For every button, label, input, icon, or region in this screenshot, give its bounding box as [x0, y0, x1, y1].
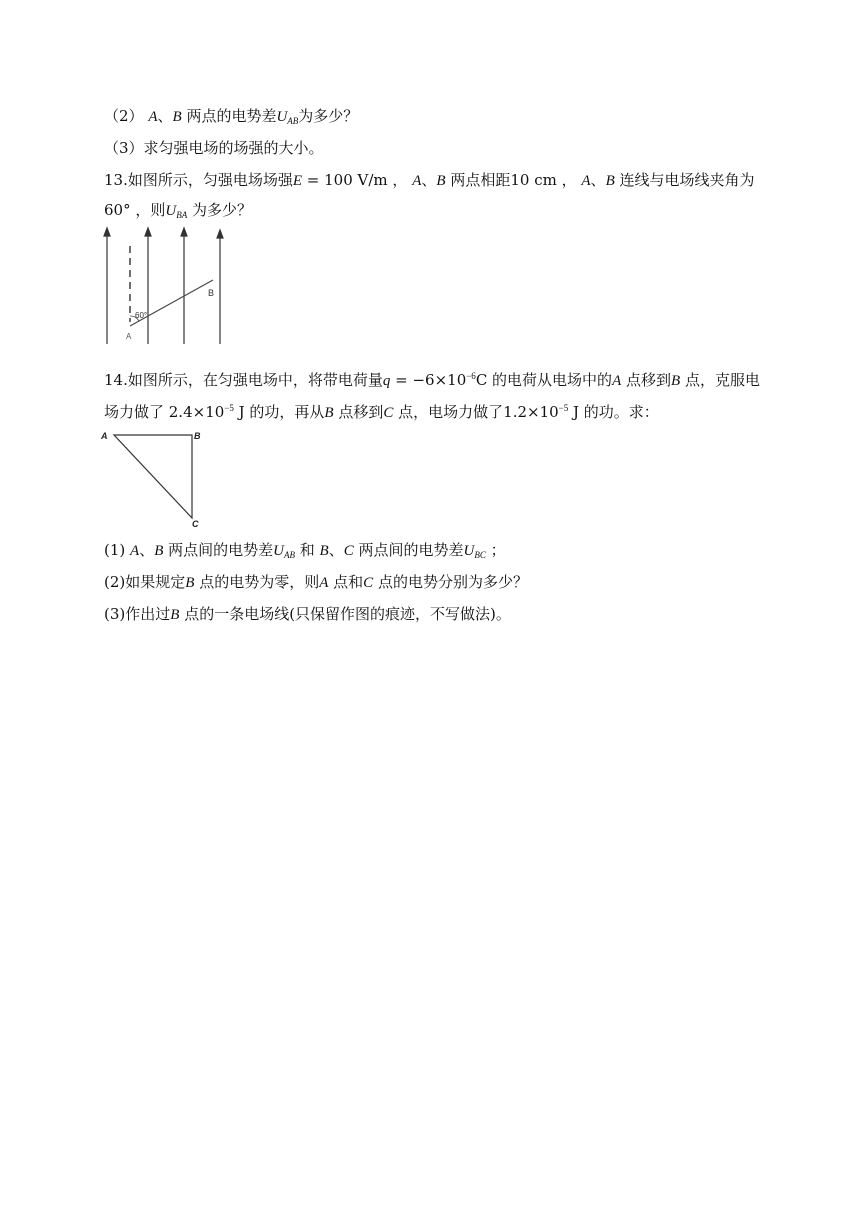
q14-part3: (3)作出过B 点的一条电场线(只保留作图的痕迹，不写做法)。 [104, 605, 511, 623]
q13-field-figure [100, 226, 230, 346]
q14-part1: (1) A、B 两点间的电势差$U_{AB}$ 和 B、C 两点间的电势差$U_{BC}$ ； [104, 541, 506, 560]
q12-part3: （3）求匀强电场的场强的大小。 [104, 139, 324, 157]
q14-part2: (2)如果规定B 点的电势为零，则A 点和C 点的电势分别为多少？ [104, 573, 528, 591]
q12-part2: （2） A、B 两点的电势差$U_{AB}$为多少？ [104, 107, 359, 126]
q13-line2: 60° ，则$U_{BA}$ 为多少？ [104, 201, 252, 220]
arrow-head-4 [217, 230, 223, 238]
vertex-b-label: B [194, 431, 201, 441]
vertex-c-label: C [192, 519, 199, 529]
vertex-a-label: A [101, 431, 108, 441]
triangle-abc [114, 435, 192, 518]
q13-line1: 13.如图所示，匀强电场场强E = 100 V/m ， A、B 两点相距10 cm ， A、B 连线与电场线夹角为 [104, 171, 755, 189]
q14-line1: 14.如图所示，在匀强电场中，将带电荷量$q = -6\times 10^{-6}C$ 的电荷从电场中的A 点移到B 点，克服电 [104, 371, 760, 389]
arrow-head-1 [104, 228, 110, 236]
point-b-label: B [208, 288, 215, 298]
q14-line2: 场力做了 $2.4\times 10^{-5}$ J 的功，再从B 点移到C 点，电场力做了$1.2\times 10^{-5}$ J 的功。求： [104, 403, 659, 421]
q14-triangle-figure [100, 426, 210, 530]
arrow-head-2 [145, 228, 151, 236]
point-a-label: A [126, 332, 132, 341]
angle-label: 60° [135, 311, 148, 320]
arrow-head-3 [181, 228, 187, 236]
